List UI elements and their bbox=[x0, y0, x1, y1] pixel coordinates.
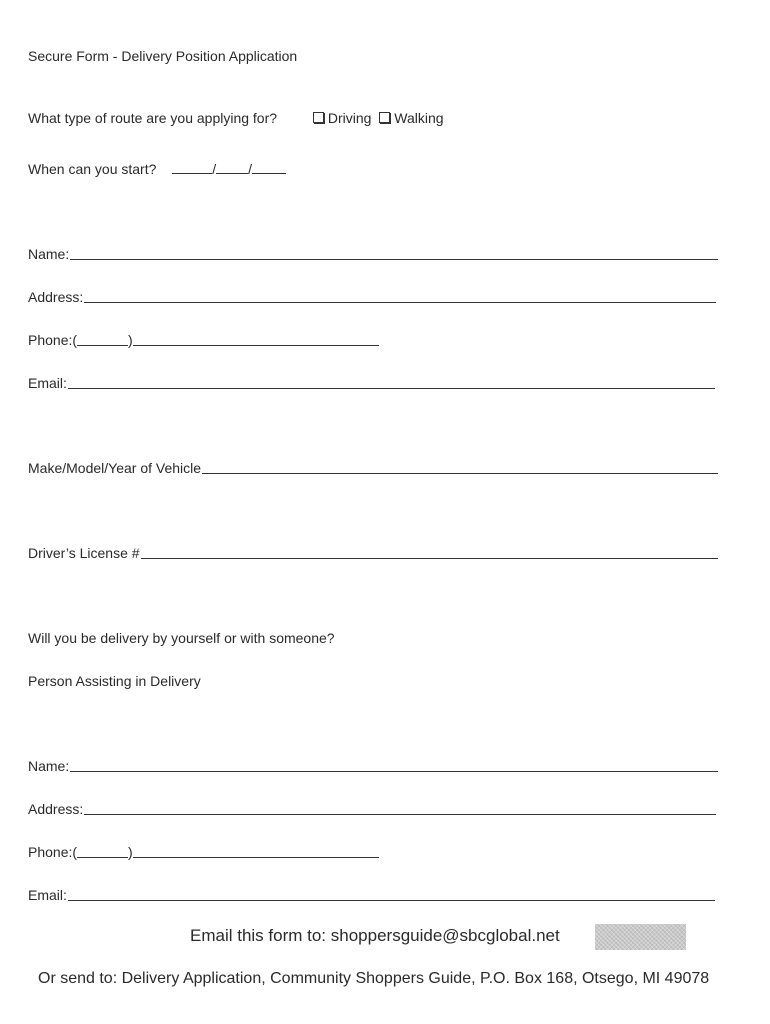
license-input[interactable] bbox=[141, 557, 718, 559]
applicant-phone-area-input[interactable] bbox=[77, 344, 128, 346]
assistant-heading: Person Assisting in Delivery bbox=[28, 673, 201, 689]
form-title: Secure Form - Delivery Position Application bbox=[28, 48, 298, 64]
assistant-name-field bbox=[28, 757, 718, 775]
applicant-name-label: Name: bbox=[28, 246, 70, 262]
assistant-email-input[interactable] bbox=[68, 899, 715, 901]
vehicle-input[interactable] bbox=[202, 472, 718, 474]
applicant-name-field bbox=[28, 245, 718, 263]
assistant-address-label: Address: bbox=[28, 801, 84, 817]
applicant-address-label: Address: bbox=[28, 289, 84, 305]
checkbox-walking[interactable] bbox=[379, 112, 390, 123]
assistant-email-field bbox=[28, 886, 715, 904]
assistant-name-label: Name: bbox=[28, 758, 70, 774]
assistant-name-input[interactable] bbox=[70, 770, 718, 772]
assistant-email-label: Email: bbox=[28, 887, 67, 903]
assistant-phone-label: Phone:( bbox=[28, 844, 78, 860]
delivery-question: Will you be delivery by yourself or with someone? bbox=[28, 630, 335, 646]
assistant-address-input[interactable] bbox=[84, 813, 716, 815]
checkbox-driving[interactable] bbox=[313, 112, 324, 123]
start-date-row: When can you start? / / bbox=[28, 160, 286, 178]
vehicle-field bbox=[28, 459, 718, 477]
applicant-email-label: Email: bbox=[28, 375, 67, 391]
applicant-name-input[interactable] bbox=[70, 258, 718, 260]
assistant-phone-field bbox=[28, 843, 379, 861]
applicant-phone-close: ) bbox=[128, 332, 133, 348]
applicant-address-field bbox=[28, 288, 716, 306]
mail-instructions: Or send to: Delivery Application, Community Shoppers Guide, P.O. Box 168, Otsego, MI 49078 bbox=[38, 970, 710, 987]
start-day-field[interactable] bbox=[216, 161, 248, 174]
route-option-walking-label: Walking bbox=[394, 110, 444, 126]
assistant-phone-area-input[interactable] bbox=[77, 856, 128, 858]
assistant-address-field bbox=[28, 800, 716, 818]
applicant-email-field bbox=[28, 374, 715, 392]
route-question: What type of route are you applying for? bbox=[28, 110, 278, 126]
redacted-block bbox=[595, 924, 686, 950]
start-question: When can you start? bbox=[28, 161, 157, 177]
route-option-driving[interactable] bbox=[313, 110, 372, 126]
license-label: Driver’s License # bbox=[28, 545, 140, 561]
license-field bbox=[28, 544, 718, 562]
applicant-phone-input[interactable] bbox=[133, 344, 379, 346]
email-instructions: Email this form to: shoppersguide@sbcglobal.net bbox=[190, 926, 560, 945]
applicant-address-input[interactable] bbox=[84, 301, 716, 303]
applicant-phone-field bbox=[28, 331, 379, 349]
start-year-field[interactable] bbox=[252, 161, 286, 174]
route-question-row bbox=[28, 109, 444, 127]
start-month-field[interactable] bbox=[172, 161, 212, 174]
assistant-phone-input[interactable] bbox=[133, 856, 379, 858]
route-option-driving-label: Driving bbox=[327, 110, 372, 126]
route-option-walking[interactable] bbox=[379, 110, 443, 126]
vehicle-label: Make/Model/Year of Vehicle bbox=[28, 460, 202, 476]
applicant-phone-label: Phone:( bbox=[28, 332, 78, 348]
applicant-email-input[interactable] bbox=[68, 387, 715, 389]
assistant-phone-close: ) bbox=[128, 844, 133, 860]
